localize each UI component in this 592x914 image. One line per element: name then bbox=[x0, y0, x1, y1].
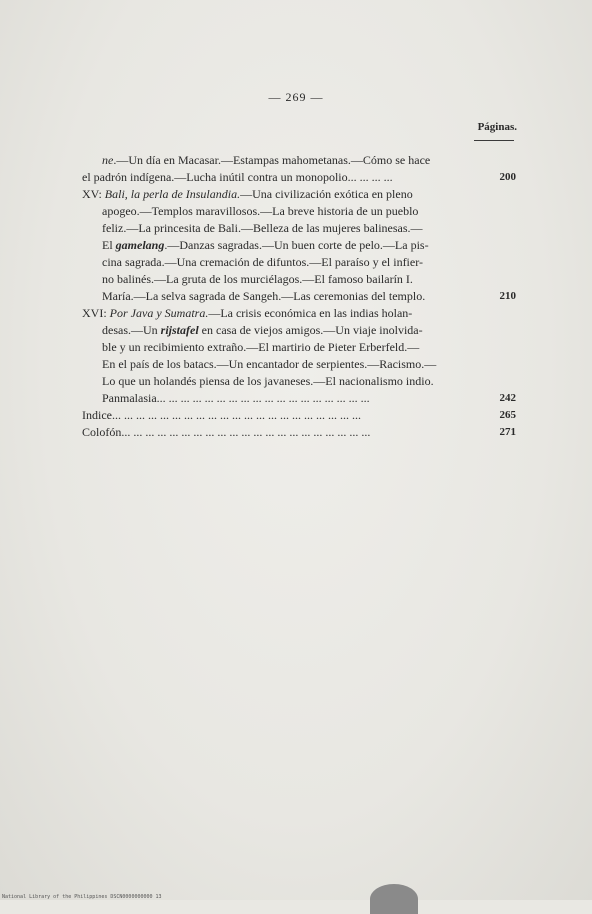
toc-entry-colofon bbox=[82, 424, 518, 441]
header-rule bbox=[474, 140, 514, 141]
toc-line: Lo que un holandés piensa de los javaneses.—El nacionalismo indio. bbox=[102, 374, 434, 388]
toc-line: En el país de los batacs.—Un encantador de serpientes.—Racismo.— bbox=[102, 357, 437, 371]
toc-line: el padrón indígena.—Lucha inútil contra un monopolio... ... ... ... bbox=[82, 170, 393, 184]
toc-line: XVI: Por Java y Sumatra.—La crisis económica en las indias holan- bbox=[82, 306, 413, 320]
toc-page-number: 200 bbox=[499, 171, 516, 183]
scan-footer: National Library of the Philippines DSCN0000000000 13 bbox=[2, 894, 162, 900]
toc-line: ne.—Un día en Macasar.—Estampas mahometanas.—Cómo se hace bbox=[102, 153, 431, 167]
toc-line: ble y un recibimiento extraño.—El martirio de Pieter Erberfeld.— bbox=[102, 340, 420, 354]
pages-column-header: Páginas. bbox=[477, 121, 517, 133]
toc-page-number: 271 bbox=[499, 426, 516, 438]
toc-page-number: 210 bbox=[499, 290, 516, 302]
toc-entry-indice bbox=[82, 407, 518, 424]
toc-line: apogeo.—Templos maravillosos.—La breve historia de un pueblo bbox=[102, 204, 419, 218]
page-number: — 269 — bbox=[268, 90, 324, 104]
toc-line: Colofón... ... ... ... ... ... ... ... ... ... ... ... ... ... ... ... ... ... ... ... ... bbox=[82, 425, 371, 439]
toc-line: desas.—Un rijstafel en casa de viejos amigos.—Un viaje inolvida- bbox=[102, 323, 423, 337]
toc-entry-continued bbox=[82, 152, 518, 186]
toc-line: El gamelang.—Danzas sagradas.—Un buen corte de pelo.—La pis- bbox=[102, 238, 429, 252]
toc-line: María.—La selva sagrada de Sangeh.—Las ceremonias del templo. bbox=[102, 289, 426, 303]
toc-page-number: 265 bbox=[499, 409, 516, 421]
toc-entry-chapter-xv bbox=[82, 186, 518, 305]
toc-line: cina sagrada.—Una cremación de difuntos.—El paraíso y el infier- bbox=[102, 255, 423, 269]
toc-line: no balinés.—La gruta de los murciélagos.—El famoso bailarín I. bbox=[102, 272, 413, 286]
toc-entry-chapter-xvi bbox=[82, 305, 518, 407]
toc-line: feliz.—La princesita de Bali.—Belleza de las mujeres balinesas.— bbox=[102, 221, 423, 235]
toc-page-number: 242 bbox=[499, 392, 516, 404]
scan-shadow bbox=[370, 884, 418, 914]
toc-line: Indice... ... ... ... ... ... ... ... ... ... ... ... ... ... ... ... ... ... ... ... ... bbox=[82, 408, 361, 422]
toc-line: XV: Bali, la perla de Insulandia.—Una civilización exótica en pleno bbox=[82, 187, 413, 201]
toc-line: Panmalasia... ... ... ... ... ... ... ... ... ... ... ... ... ... ... ... ... ... bbox=[102, 391, 370, 405]
table-of-contents bbox=[82, 152, 518, 441]
